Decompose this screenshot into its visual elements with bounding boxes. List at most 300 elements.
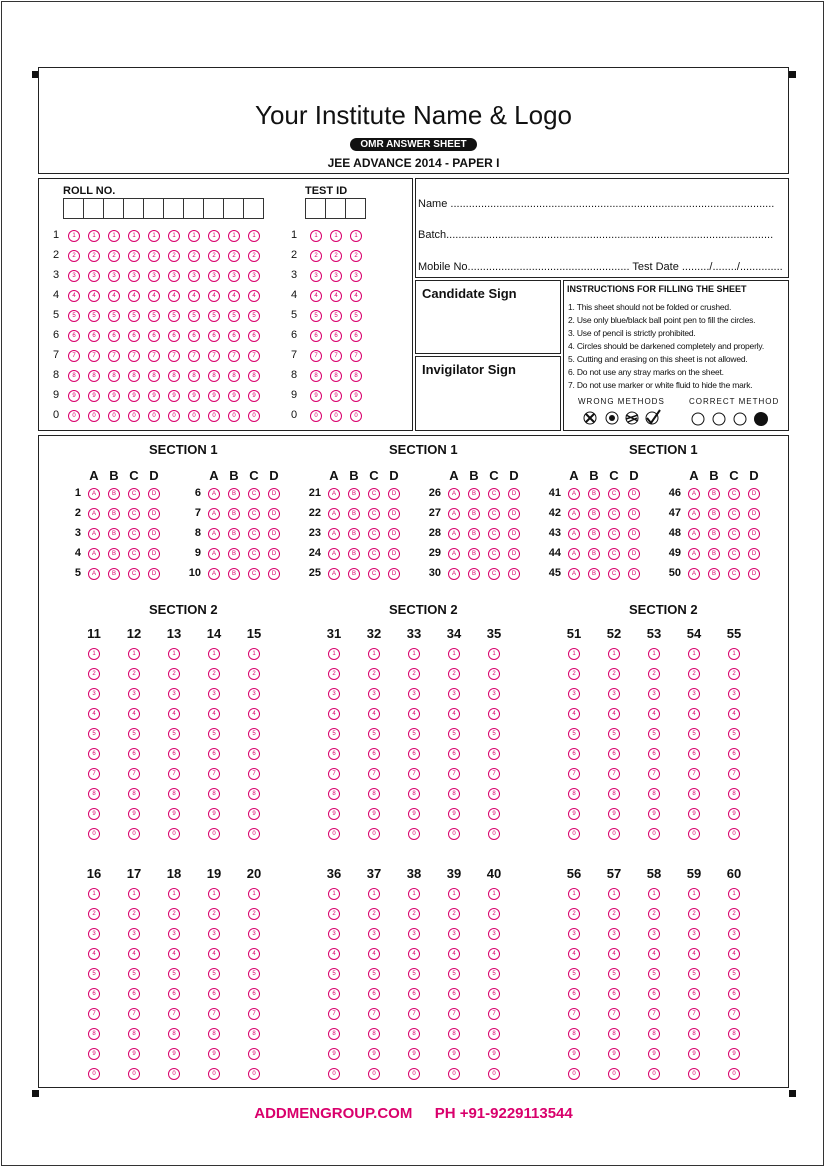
roll-bubble[interactable]: 7 [188,350,200,362]
roll-bubble[interactable]: 5 [228,310,240,322]
numeric-bubble[interactable]: 3 [208,928,220,940]
roll-bubble[interactable]: 4 [128,290,140,302]
numeric-bubble[interactable]: 4 [208,708,220,720]
numeric-bubble[interactable]: 5 [648,728,660,740]
roll-bubble[interactable]: 4 [228,290,240,302]
numeric-bubble[interactable]: 4 [728,948,740,960]
numeric-bubble[interactable]: 4 [208,948,220,960]
roll-bubble[interactable]: 0 [188,410,200,422]
numeric-bubble[interactable]: 6 [448,748,460,760]
numeric-bubble[interactable]: 1 [488,888,500,900]
roll-bubble[interactable]: 2 [208,250,220,262]
answer-bubble[interactable]: B [228,568,240,580]
roll-bubble[interactable]: 8 [148,370,160,382]
answer-bubble[interactable]: D [748,568,760,580]
answer-bubble[interactable]: A [448,528,460,540]
roll-bubble[interactable]: 4 [68,290,80,302]
answer-bubble[interactable]: B [228,528,240,540]
roll-bubble[interactable]: 4 [248,290,260,302]
numeric-bubble[interactable]: 5 [168,728,180,740]
numeric-bubble[interactable]: 6 [128,748,140,760]
numeric-bubble[interactable]: 5 [728,728,740,740]
test-id-bubble[interactable]: 0 [310,410,322,422]
roll-bubble[interactable]: 5 [88,310,100,322]
numeric-bubble[interactable]: 6 [88,988,100,1000]
answer-bubble[interactable]: C [728,548,740,560]
numeric-bubble[interactable]: 5 [248,968,260,980]
numeric-bubble[interactable]: 3 [728,688,740,700]
numeric-bubble[interactable]: 0 [648,1068,660,1080]
roll-entry-box[interactable] [103,198,124,219]
numeric-bubble[interactable]: 7 [448,1008,460,1020]
numeric-bubble[interactable]: 7 [488,1008,500,1020]
numeric-bubble[interactable]: 4 [88,708,100,720]
numeric-bubble[interactable]: 2 [688,668,700,680]
numeric-bubble[interactable]: 9 [688,1048,700,1060]
test-id-bubble[interactable]: 1 [310,230,322,242]
numeric-bubble[interactable]: 2 [688,908,700,920]
roll-bubble[interactable]: 6 [248,330,260,342]
numeric-bubble[interactable]: 2 [488,908,500,920]
numeric-bubble[interactable]: 7 [208,1008,220,1020]
roll-bubble[interactable]: 7 [168,350,180,362]
test-id-bubble[interactable]: 8 [350,370,362,382]
numeric-bubble[interactable]: 5 [168,968,180,980]
numeric-bubble[interactable]: 5 [128,728,140,740]
numeric-bubble[interactable]: 4 [608,708,620,720]
numeric-bubble[interactable]: 8 [88,1028,100,1040]
answer-bubble[interactable]: A [208,528,220,540]
numeric-bubble[interactable]: 9 [608,808,620,820]
answer-bubble[interactable]: A [568,568,580,580]
numeric-bubble[interactable]: 3 [688,688,700,700]
answer-bubble[interactable]: D [508,528,520,540]
invigilator-sign-box[interactable] [415,356,561,431]
answer-bubble[interactable]: B [588,488,600,500]
numeric-bubble[interactable]: 3 [688,928,700,940]
answer-bubble[interactable]: D [628,528,640,540]
numeric-bubble[interactable]: 4 [368,948,380,960]
numeric-bubble[interactable]: 8 [728,1028,740,1040]
numeric-bubble[interactable]: 1 [368,648,380,660]
numeric-bubble[interactable]: 2 [648,668,660,680]
numeric-bubble[interactable]: 1 [248,648,260,660]
roll-bubble[interactable]: 1 [148,230,160,242]
numeric-bubble[interactable]: 4 [688,708,700,720]
roll-bubble[interactable]: 2 [188,250,200,262]
roll-bubble[interactable]: 3 [248,270,260,282]
answer-bubble[interactable]: A [568,488,580,500]
roll-bubble[interactable]: 6 [148,330,160,342]
roll-bubble[interactable]: 1 [68,230,80,242]
test-id-entry-box[interactable] [345,198,366,219]
answer-bubble[interactable]: A [568,528,580,540]
numeric-bubble[interactable]: 8 [688,788,700,800]
roll-entry-box[interactable] [123,198,144,219]
answer-bubble[interactable]: D [148,508,160,520]
roll-bubble[interactable]: 0 [248,410,260,422]
numeric-bubble[interactable]: 0 [568,1068,580,1080]
numeric-bubble[interactable]: 3 [448,928,460,940]
roll-bubble[interactable]: 8 [228,370,240,382]
roll-bubble[interactable]: 0 [68,410,80,422]
answer-bubble[interactable]: C [248,488,260,500]
numeric-bubble[interactable]: 0 [688,1068,700,1080]
roll-entry-box[interactable] [63,198,84,219]
numeric-bubble[interactable]: 1 [648,648,660,660]
roll-bubble[interactable]: 7 [148,350,160,362]
answer-bubble[interactable]: A [208,548,220,560]
numeric-bubble[interactable]: 7 [568,768,580,780]
numeric-bubble[interactable]: 2 [368,668,380,680]
test-id-bubble[interactable]: 8 [310,370,322,382]
numeric-bubble[interactable]: 9 [648,808,660,820]
numeric-bubble[interactable]: 5 [128,968,140,980]
roll-bubble[interactable]: 1 [168,230,180,242]
roll-bubble[interactable]: 5 [108,310,120,322]
answer-bubble[interactable]: C [368,508,380,520]
answer-bubble[interactable]: B [348,548,360,560]
answer-bubble[interactable]: B [468,568,480,580]
numeric-bubble[interactable]: 9 [688,808,700,820]
numeric-bubble[interactable]: 1 [368,888,380,900]
numeric-bubble[interactable]: 1 [208,888,220,900]
roll-entry-box[interactable] [203,198,224,219]
numeric-bubble[interactable]: 7 [408,1008,420,1020]
numeric-bubble[interactable]: 0 [688,828,700,840]
answer-bubble[interactable]: A [688,548,700,560]
answer-bubble[interactable]: C [368,528,380,540]
numeric-bubble[interactable]: 4 [448,708,460,720]
numeric-bubble[interactable]: 6 [368,988,380,1000]
answer-bubble[interactable]: C [488,488,500,500]
roll-bubble[interactable]: 4 [88,290,100,302]
numeric-bubble[interactable]: 9 [728,1048,740,1060]
numeric-bubble[interactable]: 4 [128,708,140,720]
numeric-bubble[interactable]: 6 [368,748,380,760]
numeric-bubble[interactable]: 6 [488,748,500,760]
roll-bubble[interactable]: 2 [228,250,240,262]
numeric-bubble[interactable]: 0 [648,828,660,840]
roll-bubble[interactable]: 2 [108,250,120,262]
numeric-bubble[interactable]: 6 [568,988,580,1000]
roll-bubble[interactable]: 5 [68,310,80,322]
roll-bubble[interactable]: 6 [228,330,240,342]
numeric-bubble[interactable]: 8 [128,1028,140,1040]
numeric-bubble[interactable]: 5 [368,968,380,980]
roll-bubble[interactable]: 6 [128,330,140,342]
answer-bubble[interactable]: D [148,568,160,580]
roll-bubble[interactable]: 4 [148,290,160,302]
roll-bubble[interactable]: 7 [228,350,240,362]
answer-bubble[interactable]: C [248,548,260,560]
numeric-bubble[interactable]: 3 [728,928,740,940]
test-id-bubble[interactable]: 0 [330,410,342,422]
answer-bubble[interactable]: A [448,548,460,560]
numeric-bubble[interactable]: 7 [728,768,740,780]
roll-entry-box[interactable] [163,198,184,219]
numeric-bubble[interactable]: 4 [728,708,740,720]
numeric-bubble[interactable]: 5 [688,968,700,980]
answer-bubble[interactable]: C [728,488,740,500]
answer-bubble[interactable]: B [348,568,360,580]
numeric-bubble[interactable]: 5 [448,728,460,740]
roll-bubble[interactable]: 7 [108,350,120,362]
numeric-bubble[interactable]: 2 [608,908,620,920]
numeric-bubble[interactable]: 8 [568,788,580,800]
numeric-bubble[interactable]: 5 [88,728,100,740]
roll-bubble[interactable]: 1 [128,230,140,242]
numeric-bubble[interactable]: 0 [168,828,180,840]
answer-bubble[interactable]: B [348,508,360,520]
numeric-bubble[interactable]: 5 [688,728,700,740]
numeric-bubble[interactable]: 6 [408,748,420,760]
numeric-bubble[interactable]: 9 [408,1048,420,1060]
numeric-bubble[interactable]: 5 [328,968,340,980]
numeric-bubble[interactable]: 2 [408,668,420,680]
answer-bubble[interactable]: D [148,548,160,560]
answer-bubble[interactable]: A [208,508,220,520]
numeric-bubble[interactable]: 0 [608,1068,620,1080]
numeric-bubble[interactable]: 9 [128,1048,140,1060]
numeric-bubble[interactable]: 7 [408,768,420,780]
numeric-bubble[interactable]: 6 [608,988,620,1000]
answer-bubble[interactable]: B [228,548,240,560]
numeric-bubble[interactable]: 3 [208,688,220,700]
roll-bubble[interactable]: 1 [108,230,120,242]
roll-bubble[interactable]: 8 [68,370,80,382]
answer-bubble[interactable]: C [368,568,380,580]
numeric-bubble[interactable]: 8 [88,788,100,800]
numeric-bubble[interactable]: 1 [728,888,740,900]
numeric-bubble[interactable]: 4 [568,948,580,960]
numeric-bubble[interactable]: 0 [168,1068,180,1080]
numeric-bubble[interactable]: 9 [328,808,340,820]
roll-bubble[interactable]: 0 [148,410,160,422]
test-id-bubble[interactable]: 4 [310,290,322,302]
numeric-bubble[interactable]: 5 [568,728,580,740]
roll-entry-box[interactable] [223,198,244,219]
test-id-bubble[interactable]: 7 [310,350,322,362]
answer-bubble[interactable]: A [88,528,100,540]
numeric-bubble[interactable]: 1 [168,648,180,660]
numeric-bubble[interactable]: 2 [728,668,740,680]
answer-bubble[interactable]: C [728,568,740,580]
roll-bubble[interactable]: 3 [88,270,100,282]
numeric-bubble[interactable]: 5 [208,968,220,980]
numeric-bubble[interactable]: 0 [408,1068,420,1080]
test-id-bubble[interactable]: 5 [330,310,342,322]
test-id-bubble[interactable]: 6 [310,330,322,342]
numeric-bubble[interactable]: 2 [488,668,500,680]
numeric-bubble[interactable]: 8 [448,788,460,800]
answer-bubble[interactable]: B [708,488,720,500]
numeric-bubble[interactable]: 0 [208,828,220,840]
answer-bubble[interactable]: A [448,488,460,500]
answer-bubble[interactable]: D [388,488,400,500]
roll-bubble[interactable]: 2 [248,250,260,262]
numeric-bubble[interactable]: 4 [168,948,180,960]
numeric-bubble[interactable]: 1 [88,888,100,900]
numeric-bubble[interactable]: 8 [488,1028,500,1040]
answer-bubble[interactable]: A [328,568,340,580]
answer-bubble[interactable]: C [248,568,260,580]
numeric-bubble[interactable]: 2 [208,908,220,920]
numeric-bubble[interactable]: 0 [608,828,620,840]
numeric-bubble[interactable]: 4 [128,948,140,960]
answer-bubble[interactable]: D [268,548,280,560]
answer-bubble[interactable]: D [268,528,280,540]
numeric-bubble[interactable]: 1 [688,648,700,660]
roll-bubble[interactable]: 9 [148,390,160,402]
numeric-bubble[interactable]: 8 [608,788,620,800]
answer-bubble[interactable]: A [208,488,220,500]
numeric-bubble[interactable]: 8 [368,1028,380,1040]
numeric-bubble[interactable]: 5 [88,968,100,980]
roll-bubble[interactable]: 7 [128,350,140,362]
roll-bubble[interactable]: 6 [208,330,220,342]
numeric-bubble[interactable]: 0 [128,1068,140,1080]
numeric-bubble[interactable]: 5 [448,968,460,980]
numeric-bubble[interactable]: 6 [208,988,220,1000]
roll-bubble[interactable]: 9 [208,390,220,402]
answer-bubble[interactable]: A [328,508,340,520]
roll-bubble[interactable]: 9 [248,390,260,402]
answer-bubble[interactable]: C [128,488,140,500]
numeric-bubble[interactable]: 8 [648,788,660,800]
numeric-bubble[interactable]: 3 [368,688,380,700]
numeric-bubble[interactable]: 5 [648,968,660,980]
numeric-bubble[interactable]: 3 [248,688,260,700]
numeric-bubble[interactable]: 2 [208,668,220,680]
numeric-bubble[interactable]: 1 [128,888,140,900]
numeric-bubble[interactable]: 6 [248,988,260,1000]
test-id-bubble[interactable]: 3 [350,270,362,282]
numeric-bubble[interactable]: 5 [488,728,500,740]
test-id-bubble[interactable]: 6 [350,330,362,342]
roll-bubble[interactable]: 1 [208,230,220,242]
roll-bubble[interactable]: 1 [188,230,200,242]
roll-bubble[interactable]: 5 [168,310,180,322]
numeric-bubble[interactable]: 7 [688,1008,700,1020]
answer-bubble[interactable]: A [688,568,700,580]
numeric-bubble[interactable]: 9 [368,1048,380,1060]
answer-bubble[interactable]: C [488,548,500,560]
numeric-bubble[interactable]: 9 [328,1048,340,1060]
numeric-bubble[interactable]: 7 [328,768,340,780]
numeric-bubble[interactable]: 7 [368,768,380,780]
numeric-bubble[interactable]: 4 [408,948,420,960]
numeric-bubble[interactable]: 1 [248,888,260,900]
roll-bubble[interactable]: 5 [208,310,220,322]
roll-bubble[interactable]: 1 [248,230,260,242]
answer-bubble[interactable]: B [108,508,120,520]
roll-bubble[interactable]: 0 [108,410,120,422]
numeric-bubble[interactable]: 8 [328,1028,340,1040]
answer-bubble[interactable]: A [88,548,100,560]
test-id-entry-box[interactable] [325,198,346,219]
answer-bubble[interactable]: B [708,508,720,520]
test-id-bubble[interactable]: 1 [350,230,362,242]
numeric-bubble[interactable]: 8 [168,1028,180,1040]
answer-bubble[interactable]: B [468,548,480,560]
roll-bubble[interactable]: 3 [188,270,200,282]
numeric-bubble[interactable]: 3 [608,688,620,700]
numeric-bubble[interactable]: 3 [648,688,660,700]
numeric-bubble[interactable]: 9 [248,808,260,820]
answer-bubble[interactable]: D [508,548,520,560]
test-id-bubble[interactable]: 6 [330,330,342,342]
roll-bubble[interactable]: 4 [108,290,120,302]
test-id-bubble[interactable]: 2 [330,250,342,262]
numeric-bubble[interactable]: 0 [488,1068,500,1080]
numeric-bubble[interactable]: 7 [448,768,460,780]
test-id-bubble[interactable]: 8 [330,370,342,382]
numeric-bubble[interactable]: 7 [328,1008,340,1020]
test-id-bubble[interactable]: 0 [350,410,362,422]
numeric-bubble[interactable]: 1 [88,648,100,660]
numeric-bubble[interactable]: 2 [448,668,460,680]
numeric-bubble[interactable]: 8 [128,788,140,800]
numeric-bubble[interactable]: 2 [608,668,620,680]
answer-bubble[interactable]: D [628,488,640,500]
numeric-bubble[interactable]: 3 [88,688,100,700]
numeric-bubble[interactable]: 9 [208,1048,220,1060]
answer-bubble[interactable]: B [108,528,120,540]
numeric-bubble[interactable]: 1 [568,648,580,660]
numeric-bubble[interactable]: 7 [168,1008,180,1020]
numeric-bubble[interactable]: 0 [448,1068,460,1080]
numeric-bubble[interactable]: 6 [448,988,460,1000]
answer-bubble[interactable]: D [748,508,760,520]
numeric-bubble[interactable]: 9 [208,808,220,820]
answer-bubble[interactable]: B [228,508,240,520]
numeric-bubble[interactable]: 5 [368,728,380,740]
answer-bubble[interactable]: D [508,508,520,520]
numeric-bubble[interactable]: 2 [168,668,180,680]
numeric-bubble[interactable]: 9 [128,808,140,820]
roll-bubble[interactable]: 7 [68,350,80,362]
roll-bubble[interactable]: 1 [228,230,240,242]
numeric-bubble[interactable]: 2 [728,908,740,920]
answer-bubble[interactable]: B [228,488,240,500]
numeric-bubble[interactable]: 9 [368,808,380,820]
numeric-bubble[interactable]: 0 [448,828,460,840]
roll-bubble[interactable]: 6 [88,330,100,342]
numeric-bubble[interactable]: 3 [488,928,500,940]
numeric-bubble[interactable]: 2 [168,908,180,920]
roll-bubble[interactable]: 9 [188,390,200,402]
answer-bubble[interactable]: C [608,548,620,560]
numeric-bubble[interactable]: 9 [448,808,460,820]
numeric-bubble[interactable]: 9 [728,808,740,820]
numeric-bubble[interactable]: 3 [128,928,140,940]
answer-bubble[interactable]: D [628,568,640,580]
answer-bubble[interactable]: D [748,528,760,540]
numeric-bubble[interactable]: 1 [568,888,580,900]
answer-bubble[interactable]: D [508,568,520,580]
roll-bubble[interactable]: 9 [128,390,140,402]
numeric-bubble[interactable]: 8 [208,1028,220,1040]
numeric-bubble[interactable]: 7 [168,768,180,780]
numeric-bubble[interactable]: 8 [728,788,740,800]
numeric-bubble[interactable]: 6 [328,748,340,760]
answer-bubble[interactable]: C [608,568,620,580]
answer-bubble[interactable]: C [608,488,620,500]
numeric-bubble[interactable]: 9 [488,808,500,820]
answer-bubble[interactable]: C [128,568,140,580]
answer-bubble[interactable]: A [88,488,100,500]
